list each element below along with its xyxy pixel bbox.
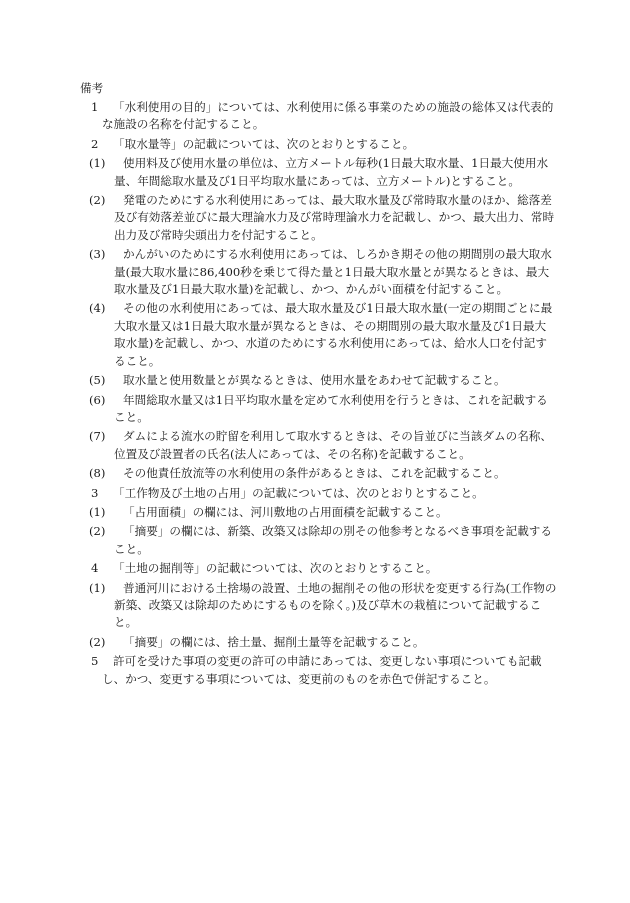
note-subitem-4-2 — [82, 634, 557, 651]
subitem-number: (5) — [89, 373, 106, 388]
note-text: 「土地の掘削等」の記載については、次のとおりとすること。 — [113, 561, 438, 576]
note-subitem-2-7 — [82, 428, 557, 463]
note-number: 4 — [91, 561, 99, 576]
note-item-2 — [82, 136, 557, 153]
subitem-text: その他の水利使用にあっては、最大取水量及び1日最大取水量(一定の期間ごとに最大取水量又は1日最大取水量が異なるときは、その期間別の最大取水量及び1日最大取水量)を記載し、かつ、水道のためにする水利使用にあっては、給水人口を付記すること。 — [114, 301, 553, 368]
subitem-text: ダムによる流水の貯留を利用して取水するときは、その旨並びに当該ダムの名称、位置及び設置者の氏名(法人にあっては、その名称)を記載すること。 — [114, 429, 552, 461]
note-number: 5 — [91, 654, 99, 669]
subitem-number: (4) — [89, 301, 106, 316]
subitem-text: 「摘要」の欄には、捨土量、掘削土量等を記載すること。 — [123, 634, 425, 649]
notes-body — [82, 99, 557, 690]
subitem-text: 「占用面積」の欄には、河川敷地の占用面積を記載すること。 — [123, 504, 448, 519]
subitem-text: 使用料及び使用水量の単位は、立方メートル毎秒(1日最大取水量、1日最大使用水量、年間総取水量及び1日平均取水量にあっては、立方メートル)とすること。 — [114, 156, 549, 188]
note-subitem-4-1 — [82, 580, 557, 632]
subitem-number: (7) — [89, 429, 106, 444]
note-number: 2 — [91, 136, 99, 151]
note-number: 3 — [91, 485, 99, 500]
subitem-number: (1) — [89, 580, 106, 595]
note-subitem-2-3 — [82, 246, 557, 298]
subitem-number: (6) — [89, 392, 106, 407]
subitem-number: (1) — [89, 156, 106, 171]
subitem-text: 「摘要」の欄には、新築、改築又は除却の別その他参考となるべき事項を記載すること。 — [114, 524, 552, 556]
subitem-text: 年間総取水量又は1日平均取水量を定めて水利使用を行うときは、これを記載すること。 — [114, 392, 548, 424]
note-subitem-2-5 — [82, 372, 557, 389]
subitem-number: (2) — [89, 524, 106, 539]
subitem-text: 普通河川における土捨場の設置、土地の掘削その他の形状を変更する行為(工作物の新築、改築又は除却のためにするものを除く。)及び草木の栽植について記載すること。 — [114, 580, 557, 630]
subitem-text: 発電のためにする水利使用にあっては、最大取水量及び常時取水量のほか、総落差及び有効落差並びに最大理論水力及び常時理論水力を記載し、かつ、最大出力、常時出力及び常時尖頭出力を付記すること。 — [114, 193, 555, 242]
note-subitem-2-4 — [82, 300, 557, 370]
note-subitem-2-6 — [82, 392, 557, 427]
note-subitem-2-8 — [82, 465, 557, 482]
subitem-number: (3) — [89, 247, 106, 262]
subitem-text: かんがいのためにする水利使用にあっては、しろかき期その他の期間別の最大取水量(最大取水量に86,400秒を乗じて得た量と1日最大取水量とが異なるときは、最大取水量及び1日最大取水量)を記載し、かつ、かんがい面積を付記すること。 — [114, 247, 552, 297]
note-text: 「取水量等」の記載については、次のとおりとすること。 — [113, 136, 415, 151]
note-item-1 — [82, 99, 557, 134]
subitem-number: (1) — [89, 504, 106, 519]
subitem-text: その他責任放流等の水利使用の条件があるときは、これを記載すること。 — [123, 466, 506, 481]
subitem-number: (8) — [89, 466, 106, 481]
note-item-5 — [82, 653, 557, 688]
note-text: 「水利使用の目的」については、水利使用に係る事業のための施設の総体又は代表的な施設の名称を付記すること。 — [102, 100, 554, 132]
notes-heading: 備考 — [80, 81, 104, 95]
note-subitem-3-2 — [82, 523, 557, 558]
subitem-number: (2) — [89, 193, 106, 208]
note-text: 「工作物及び土地の占用」の記載については、次のとおりとすること。 — [113, 485, 484, 500]
note-number: 1 — [91, 100, 99, 114]
subitem-number: (2) — [89, 634, 106, 649]
note-text: 許可を受けた事項の変更の許可の申請にあっては、変更しない事項についても記載し、かつ、変更する事項については、変更前のものを赤色で併記すること。 — [102, 654, 542, 686]
note-item-4 — [82, 560, 557, 577]
note-subitem-3-1 — [82, 504, 557, 521]
note-subitem-2-2 — [82, 192, 557, 244]
note-item-3 — [82, 485, 557, 502]
subitem-text: 取水量と使用数量とが異なるときは、使用水量をあわせて記載すること。 — [123, 373, 506, 388]
note-subitem-2-1 — [82, 155, 557, 190]
